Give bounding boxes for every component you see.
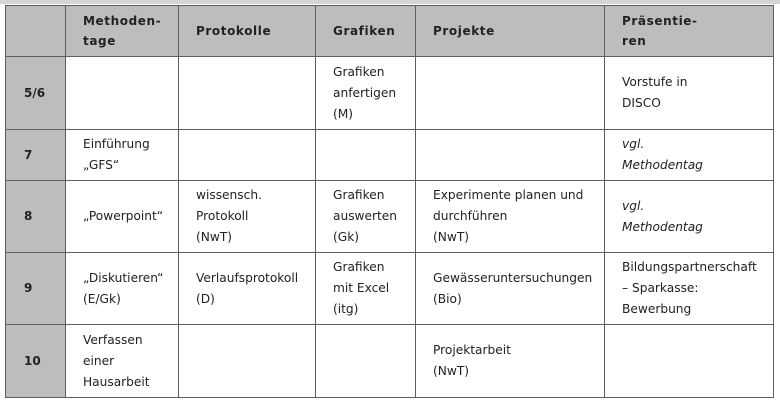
cell-text-line: Projektarbeit (433, 343, 511, 357)
cell-text-line: Methodentag (622, 219, 703, 234)
cell-text-line: (itg) (333, 302, 359, 316)
cell-text-line: (M) (333, 106, 354, 121)
cell-text-line: ren (622, 34, 647, 48)
cell-text-line: Präsentie- (622, 14, 698, 28)
cell-text-line: „Powerpoint“ (83, 209, 164, 223)
table-cell (316, 325, 416, 398)
header-cell-protokolle (179, 6, 316, 57)
cell-text-line: Methodentag (622, 158, 703, 172)
cell-text-line: DISCO (622, 96, 661, 110)
cell-text-line: Verlaufsprotokoll (196, 270, 299, 285)
table-cell (179, 181, 316, 253)
cell-text-line: Grafiken (333, 64, 385, 79)
header-cell-projekte (416, 6, 605, 57)
table-cell (66, 57, 179, 130)
cell-text-line: (NwT) (433, 230, 470, 244)
cell-text-line: Verfassen (83, 332, 143, 347)
cell-text-line: Hausarbeit (83, 374, 150, 389)
table-cell (179, 130, 316, 181)
cell-text-line: vgl. (622, 198, 645, 213)
table-cell (416, 325, 605, 398)
cell-text-line: Methoden- (83, 14, 162, 28)
cell-text-line: Gewässeruntersuchungen (433, 270, 593, 285)
cell-text-line: (D) (196, 291, 215, 306)
cell-text-line: Grafiken (333, 188, 385, 202)
table-cell (605, 57, 774, 130)
cell-text-line: Bewerbung (622, 302, 692, 316)
row-label-grade: 8 (6, 181, 66, 253)
table-row (6, 57, 774, 130)
cell-text-line: Projekte (433, 24, 495, 38)
table-cell (66, 181, 179, 253)
table-cell (179, 57, 316, 130)
table-cell (416, 253, 605, 325)
cell-text-line: „Diskutieren“ (83, 270, 164, 285)
cell-text-line: anfertigen (333, 85, 397, 100)
table-cell (316, 253, 416, 325)
cell-text-line: (Gk) (333, 230, 360, 244)
cell-text-line: (NwT) (196, 230, 233, 244)
table-row (6, 325, 774, 398)
header-cell-praesentieren (605, 6, 774, 57)
table-cell (605, 130, 774, 181)
table-cell (179, 325, 316, 398)
table-cell (416, 130, 605, 181)
cell-text-line: Experimente planen und (433, 188, 584, 202)
cell-text-line: – Sparkasse: (622, 281, 699, 295)
table-cell (66, 325, 179, 398)
table-row (6, 253, 774, 325)
cell-text-line: durchführen (433, 209, 508, 223)
header-cell-grafiken (316, 6, 416, 57)
table-row (6, 181, 774, 253)
cell-text-line: Bildungspartnerschaft (622, 260, 757, 274)
top-border-strip (0, 0, 780, 4)
table-cell (316, 181, 416, 253)
header-row (6, 6, 774, 57)
header-cell-methodentage (66, 6, 179, 57)
cell-text-line: wissensch. (196, 188, 262, 202)
table-cell (66, 253, 179, 325)
table-cell (66, 130, 179, 181)
table-cell (179, 253, 316, 325)
table-cell (605, 253, 774, 325)
table-cell (605, 181, 774, 253)
table-row (6, 130, 774, 181)
row-label-grade: 9 (6, 253, 66, 325)
curriculum-table (5, 5, 774, 398)
table-cell (416, 181, 605, 253)
row-label-grade: 5/6 (6, 57, 66, 130)
cell-text-line: einer (83, 353, 115, 368)
cell-text-line: (E/Gk) (83, 291, 121, 306)
cell-text-line: Vorstufe in (622, 75, 688, 89)
cell-text-line: tage (83, 34, 116, 48)
cell-text-line: Protokoll (196, 209, 249, 223)
cell-text-line: „GFS“ (83, 158, 120, 172)
cell-text-line: auswerten (333, 209, 398, 223)
cell-text-line: mit Excel (333, 281, 390, 295)
table-cell (416, 57, 605, 130)
cell-text-line: Grafiken (333, 24, 396, 38)
table-cell (605, 325, 774, 398)
row-label-grade: 10 (6, 325, 66, 398)
cell-text-line: Protokolle (196, 24, 272, 38)
row-label-grade: 7 (6, 130, 66, 181)
header-cell-corner (6, 6, 66, 57)
cell-text-line: (NwT) (433, 364, 470, 378)
cell-text-line: Grafiken (333, 260, 385, 274)
cell-text-line: (Bio) (433, 291, 462, 306)
cell-text-line: Einführung (83, 137, 150, 151)
table-cell (316, 130, 416, 181)
cell-text-line: vgl. (622, 137, 645, 151)
table-cell (316, 57, 416, 130)
